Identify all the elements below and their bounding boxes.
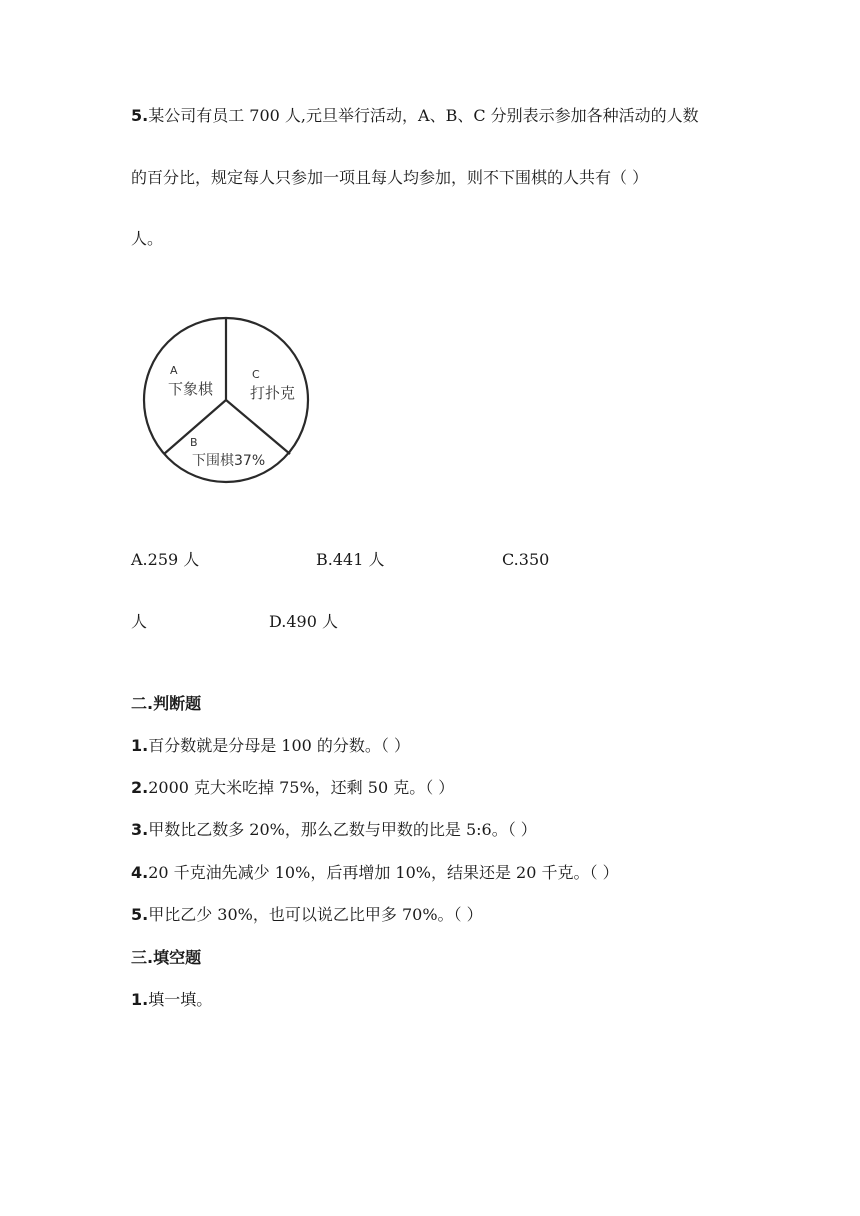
item-number: 4.	[131, 863, 149, 882]
section-2-title: 二.判断题	[131, 694, 202, 713]
pie-chart	[140, 314, 312, 486]
question-5-line-1	[131, 106, 699, 126]
item-text: 2000 克大米吃掉 75%，还剩 50 克。（ ）	[148, 778, 455, 797]
question-5-line-2: 的百分比，规定每人只参加一项且每人均参加，则不下围棋的人共有（ ）	[131, 168, 649, 187]
slice-b-label: 下围棋37%	[192, 453, 266, 469]
item-number: 5.	[131, 905, 149, 924]
item-text: 甲数比乙数多 20%，那么乙数与甲数的比是 5:6。（ ）	[148, 820, 537, 839]
item-text: 20 千克油先减少 10%，后再增加 10%，结果还是 20 千克。（ ）	[148, 863, 619, 882]
question-text: 某公司有员工 700 人,元旦举行活动，A、B、C 分别表示参加各种活动的人数	[148, 106, 699, 125]
section-3-title: 三.填空题	[131, 948, 202, 967]
judge-item-5	[131, 905, 483, 925]
option-c: C.350	[502, 550, 550, 569]
question-number: 5.	[131, 106, 149, 125]
judge-item-1	[131, 736, 410, 756]
item-text: 甲比乙少 30%，也可以说乙比甲多 70%。（ ）	[148, 905, 483, 924]
item-text: 百分数就是分母是 100 的分数。（ ）	[148, 736, 411, 755]
judge-item-3	[131, 820, 537, 840]
item-text: 填一填。	[148, 990, 213, 1009]
judge-item-2	[131, 778, 454, 798]
option-c-continued: 人	[131, 612, 148, 631]
slice-a-label: 下象棋	[168, 380, 214, 398]
option-a: A.259 人	[131, 550, 200, 569]
slice-b-letter: B	[190, 436, 198, 449]
pie-divider-right	[226, 400, 290, 454]
item-number: 1.	[131, 990, 149, 1009]
option-d: D.490 人	[269, 612, 338, 631]
fill-item-1	[131, 990, 212, 1010]
slice-c-letter: C	[252, 368, 260, 381]
slice-a-letter: A	[170, 364, 178, 377]
item-number: 1.	[131, 736, 149, 755]
judge-item-4	[131, 863, 619, 883]
slice-c-label: 打扑克	[250, 384, 296, 402]
option-b: B.441 人	[316, 550, 385, 569]
question-5-line-3: 人。	[131, 229, 164, 248]
item-number: 2.	[131, 778, 149, 797]
item-number: 3.	[131, 820, 149, 839]
